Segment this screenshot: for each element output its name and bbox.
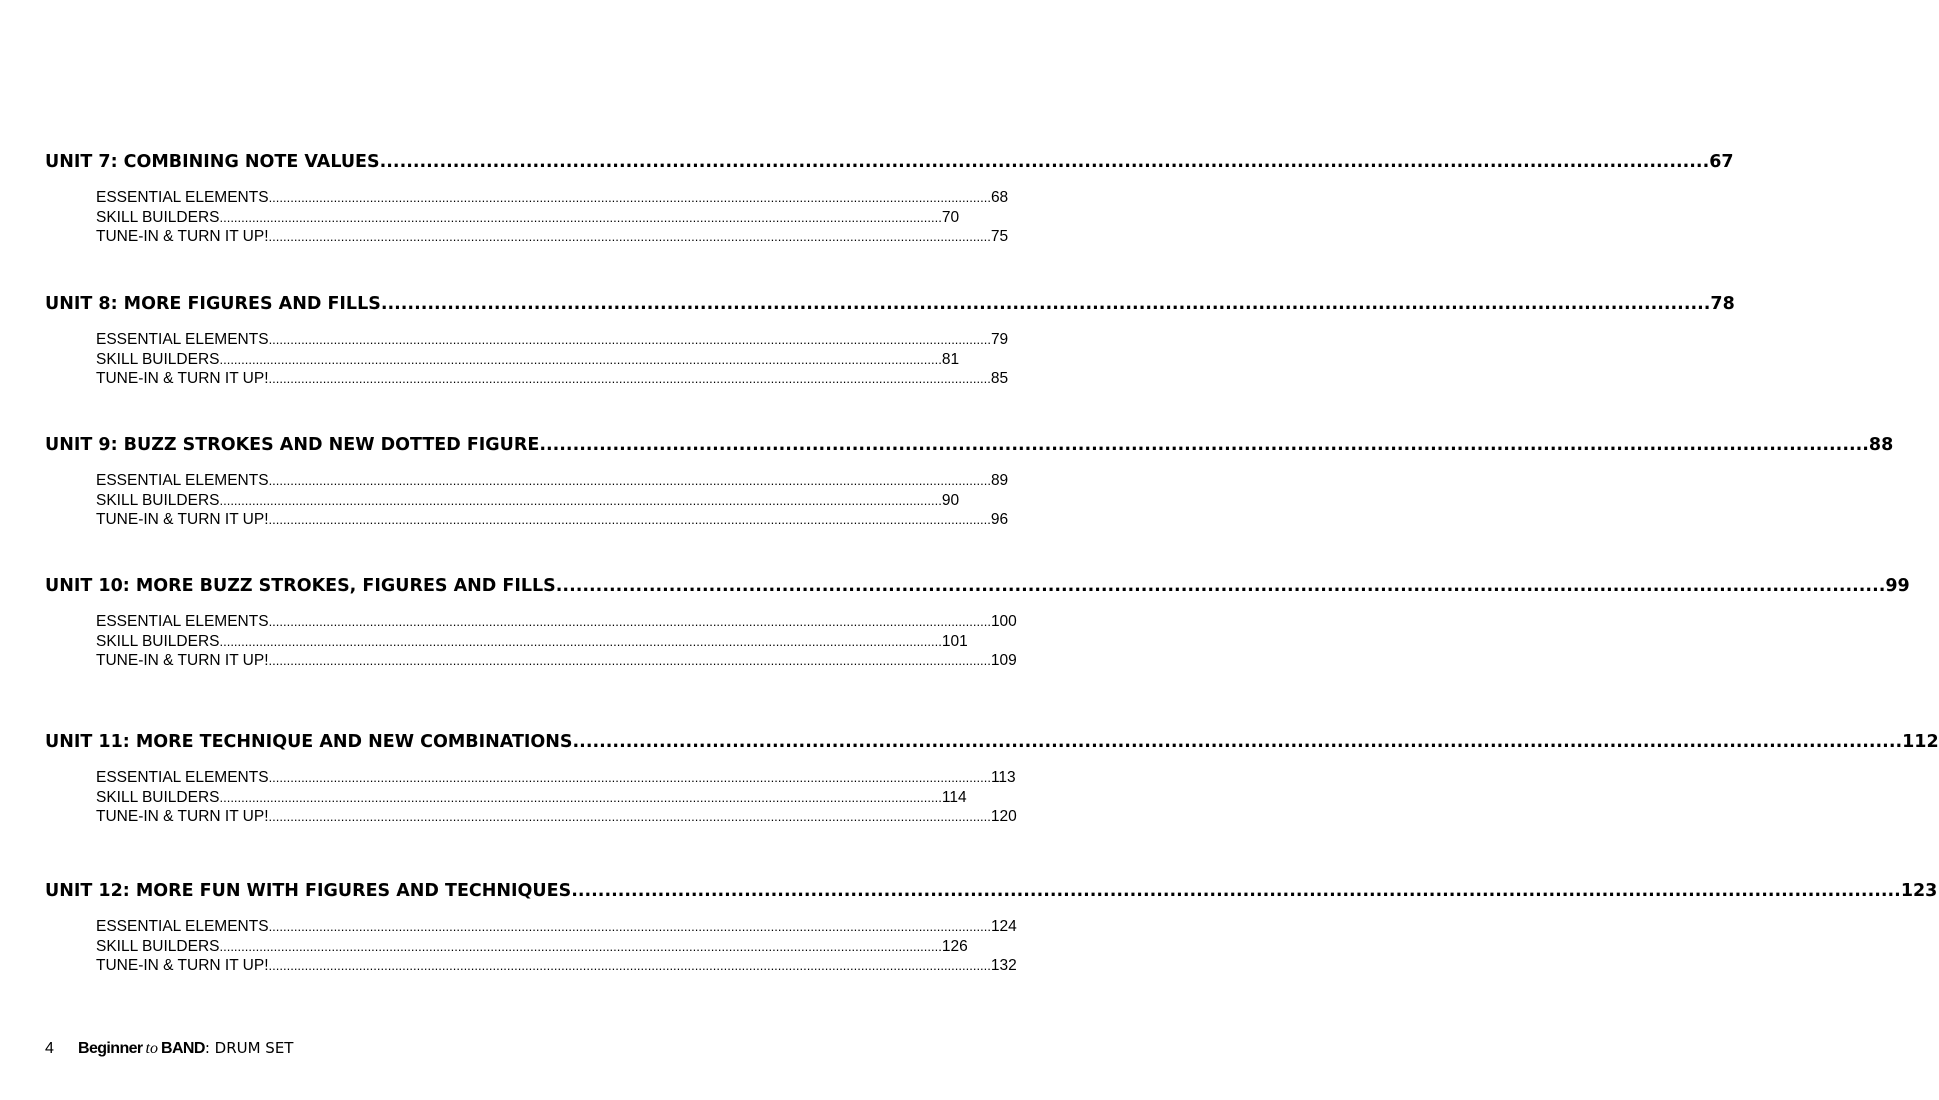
page-footer	[45, 1037, 293, 1059]
dot-leader: ........................................................................................................................................................................................................	[219, 938, 942, 954]
entry-page-number: 113	[990, 769, 1016, 786]
entry-page-number: 114	[941, 788, 967, 806]
toc-entry	[96, 188, 1009, 208]
unit-page-number: 112	[1902, 732, 1939, 752]
toc-entry	[96, 956, 1017, 976]
toc-unit-9	[45, 433, 1894, 530]
toc-unit-12	[45, 879, 1938, 976]
entry-page-number: 89	[990, 472, 1009, 489]
dot-leader: ........................................................................................................................................................................................................	[219, 492, 942, 508]
toc-entry	[96, 491, 960, 511]
toc-entry	[96, 788, 967, 808]
unit-entries	[96, 768, 1017, 827]
unit-title: UNIT 11: MORE TECHNIQUE AND NEW COMBINATIONS	[45, 732, 573, 752]
unit-entries	[96, 471, 1009, 530]
toc-unit-8	[45, 292, 1735, 389]
dot-leader: ........................................................................................................................................................................................................	[571, 881, 1901, 901]
unit-page-number: 99	[1885, 576, 1910, 596]
entry-label: ESSENTIAL ELEMENTS	[96, 613, 269, 630]
dot-leader: ........................................................................................................................................................................................................	[268, 332, 991, 347]
toc-entry	[96, 227, 1009, 247]
unit-page-number: 67	[1709, 152, 1734, 172]
entry-page-number: 120	[990, 808, 1017, 825]
entry-label: ESSENTIAL ELEMENTS	[96, 331, 269, 348]
dot-leader: ........................................................................................................................................................................................................	[219, 351, 942, 367]
unit-title: UNIT 7: COMBINING NOTE VALUES	[45, 152, 380, 172]
entry-page-number: 90	[941, 491, 960, 509]
footer-brand-to: to	[145, 1040, 158, 1057]
dot-leader: ........................................................................................................................................................................................................	[268, 473, 991, 488]
toc-entry	[96, 807, 1017, 827]
dot-leader: ........................................................................................................................................................................................................	[572, 732, 1903, 752]
entry-page-number: 100	[990, 613, 1017, 630]
unit-page-number: 123	[1900, 881, 1938, 901]
entry-page-number: 101	[941, 632, 968, 650]
toc-unit-7	[45, 150, 1734, 247]
toc-entry	[96, 510, 1009, 530]
dot-leader: ........................................................................................................................................................................................................	[268, 653, 991, 668]
unit-entries	[96, 612, 1017, 671]
entry-page-number: 109	[990, 652, 1017, 669]
unit-heading	[45, 292, 1735, 316]
unit-heading	[45, 150, 1734, 174]
unit-entries	[96, 188, 1009, 247]
toc-entry	[96, 917, 1017, 937]
unit-heading	[45, 433, 1894, 457]
toc-entry	[96, 651, 1017, 671]
dot-leader: ........................................................................................................................................................................................................	[380, 294, 1711, 314]
toc-entry	[96, 937, 968, 957]
dot-leader: ........................................................................................................................................................................................................	[268, 770, 991, 785]
dot-leader: ........................................................................................................................................................................................................	[219, 789, 942, 805]
entry-label: ESSENTIAL ELEMENTS	[96, 472, 269, 489]
footer-subtitle: : DRUM SET	[204, 1039, 294, 1057]
entry-label: TUNE-IN & TURN IT UP!	[96, 511, 269, 528]
entry-label: ESSENTIAL ELEMENTS	[96, 918, 269, 935]
entry-label: SKILL BUILDERS	[96, 350, 220, 368]
entry-label: ESSENTIAL ELEMENTS	[96, 769, 269, 786]
dot-leader: ........................................................................................................................................................................................................	[268, 190, 991, 205]
entry-label: TUNE-IN & TURN IT UP!	[96, 652, 269, 669]
toc-entry	[96, 330, 1009, 350]
toc-unit-10	[45, 574, 1910, 671]
footer-brand-beginner: Beginner	[78, 1040, 143, 1057]
dot-leader: ........................................................................................................................................................................................................	[539, 435, 1869, 455]
unit-page-number: 88	[1868, 435, 1894, 455]
entry-page-number: 70	[941, 208, 960, 226]
toc-entry	[96, 768, 1016, 788]
dot-leader: ........................................................................................................................................................................................................	[379, 152, 1710, 172]
toc-entry	[96, 471, 1009, 491]
toc-unit-11	[45, 730, 1939, 827]
entry-label: SKILL BUILDERS	[96, 937, 220, 955]
footer-brand-band: BAND	[161, 1040, 205, 1057]
entry-label: TUNE-IN & TURN IT UP!	[96, 370, 269, 387]
toc-entry	[96, 369, 1009, 389]
unit-title: UNIT 10: MORE BUZZ STROKES, FIGURES AND FILLS	[45, 576, 556, 596]
dot-leader: ........................................................................................................................................................................................................	[268, 229, 991, 244]
dot-leader: ........................................................................................................................................................................................................	[555, 576, 1886, 596]
dot-leader: ........................................................................................................................................................................................................	[268, 371, 991, 386]
toc-entry	[96, 208, 960, 228]
unit-title: UNIT 9: BUZZ STROKES AND NEW DOTTED FIGURE	[45, 435, 540, 455]
unit-heading	[45, 879, 1938, 903]
entry-page-number: 79	[990, 331, 1009, 348]
entry-page-number: 81	[941, 350, 960, 368]
dot-leader: ........................................................................................................................................................................................................	[219, 633, 942, 649]
entry-label: SKILL BUILDERS	[96, 632, 220, 650]
toc-entry	[96, 612, 1017, 632]
unit-page-number: 78	[1710, 294, 1735, 314]
unit-heading	[45, 730, 1939, 754]
entry-label: SKILL BUILDERS	[96, 208, 220, 226]
unit-title: UNIT 12: MORE FUN WITH FIGURES AND TECHNIQUES	[45, 881, 572, 901]
entry-page-number: 85	[990, 370, 1009, 387]
dot-leader: ........................................................................................................................................................................................................	[268, 809, 991, 824]
entry-label: ESSENTIAL ELEMENTS	[96, 189, 269, 206]
entry-page-number: 126	[941, 937, 968, 955]
entry-page-number: 96	[990, 511, 1009, 528]
unit-entries	[96, 917, 1017, 976]
dot-leader: ........................................................................................................................................................................................................	[268, 512, 991, 527]
toc-entry	[96, 350, 960, 370]
entry-label: SKILL BUILDERS	[96, 491, 220, 509]
unit-entries	[96, 330, 1009, 389]
dot-leader: ........................................................................................................................................................................................................	[268, 958, 991, 973]
dot-leader: ........................................................................................................................................................................................................	[268, 919, 991, 934]
entry-page-number: 68	[990, 189, 1009, 206]
entry-label: TUNE-IN & TURN IT UP!	[96, 957, 269, 974]
toc-entry	[96, 632, 968, 652]
footer-page-number: 4	[45, 1040, 54, 1057]
unit-heading	[45, 574, 1910, 598]
entry-label: TUNE-IN & TURN IT UP!	[96, 228, 269, 245]
entry-page-number: 75	[990, 228, 1009, 245]
entry-page-number: 132	[990, 957, 1017, 974]
dot-leader: ........................................................................................................................................................................................................	[219, 209, 942, 225]
unit-title: UNIT 8: MORE FIGURES AND FILLS	[45, 294, 381, 314]
entry-label: TUNE-IN & TURN IT UP!	[96, 808, 269, 825]
entry-page-number: 124	[990, 918, 1017, 935]
dot-leader: ........................................................................................................................................................................................................	[268, 614, 991, 629]
entry-label: SKILL BUILDERS	[96, 788, 220, 806]
